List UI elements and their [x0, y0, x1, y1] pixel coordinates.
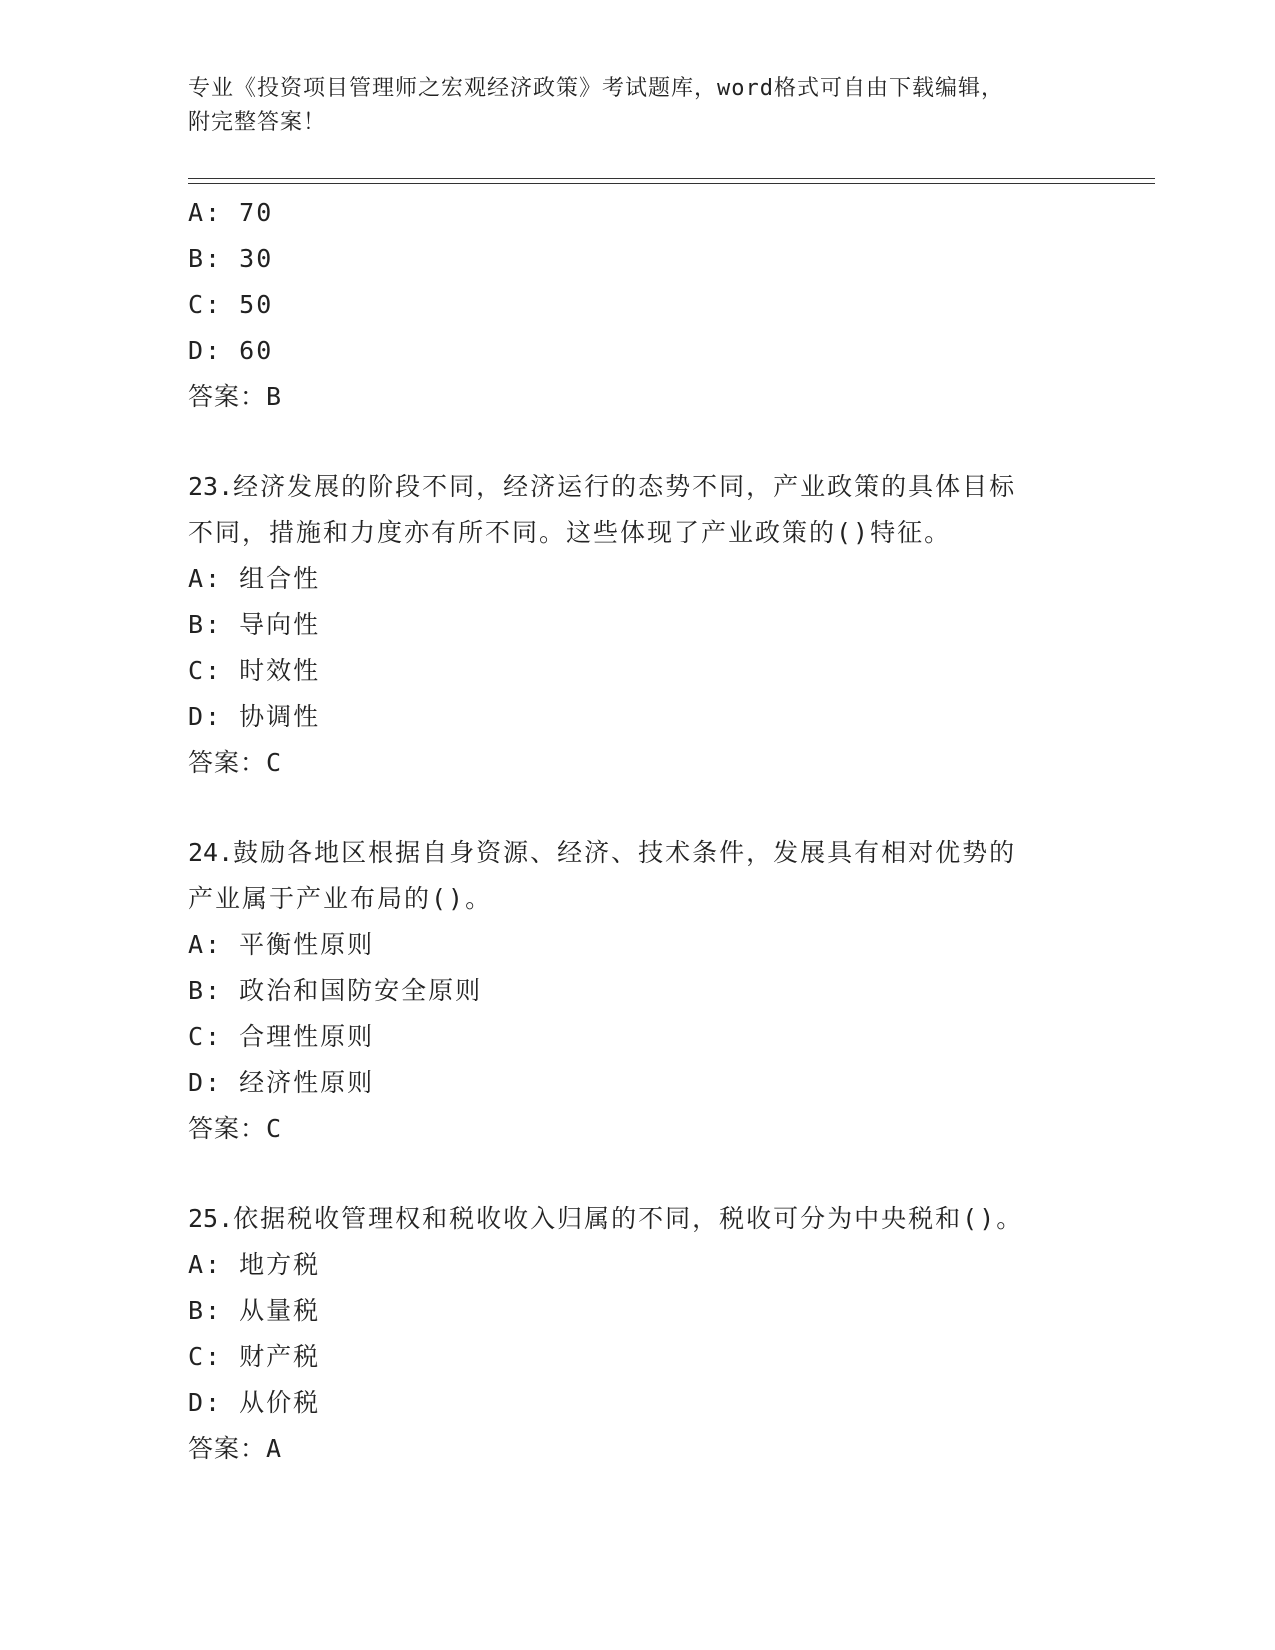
question-text [188, 830, 1088, 922]
question-block-24 [188, 830, 1088, 1152]
option-a: A: 地方税 [188, 1250, 321, 1279]
option-c: C: 财产税 [188, 1342, 321, 1371]
question-text-line-1: 依据税收管理权和税收收入归属的不同，税收可分为中央税和()。 [233, 1204, 1024, 1233]
header-divider-top [188, 178, 1155, 179]
question-text [188, 464, 1088, 556]
option-b: B: 导向性 [188, 610, 321, 639]
question-text [188, 1196, 1088, 1242]
option-b: B: 政治和国防安全原则 [188, 976, 483, 1005]
answer-line: 答案：B [188, 382, 283, 411]
option-c: C: 合理性原则 [188, 1022, 375, 1051]
question-block-23 [188, 464, 1088, 786]
option-d: D: 协调性 [188, 702, 321, 731]
answer-line: 答案：C [188, 1114, 283, 1143]
question-text-line-2: 不同，措施和力度亦有所不同。这些体现了产业政策的()特征。 [188, 518, 952, 547]
option-a: A: 70 [188, 198, 274, 227]
option-a: A: 平衡性原则 [188, 930, 375, 959]
header-divider-bottom [188, 183, 1155, 184]
question-number: 25. [188, 1204, 234, 1233]
prev-question-block [188, 190, 1088, 420]
question-text-line-1: 鼓励各地区根据自身资源、经济、技术条件，发展具有相对优势的 [233, 838, 1017, 867]
answer-line: 答案：A [188, 1434, 283, 1463]
option-d: D: 经济性原则 [188, 1068, 375, 1097]
option-b: B: 30 [188, 244, 274, 273]
answer-line: 答案：C [188, 748, 283, 777]
option-c: C: 50 [188, 290, 274, 319]
option-c: C: 时效性 [188, 656, 321, 685]
question-text-line-2: 产业属于产业布局的()。 [188, 884, 493, 913]
header-line-2: 附完整答案！ [188, 110, 327, 135]
question-text-line-1: 经济发展的阶段不同，经济运行的态势不同，产业政策的具体目标 [233, 472, 1017, 501]
option-b: B: 从量税 [188, 1296, 321, 1325]
question-block-25 [188, 1196, 1088, 1472]
document-header [188, 72, 1088, 140]
question-content [188, 190, 1088, 1472]
option-d: D: 60 [188, 336, 274, 365]
option-d: D: 从价税 [188, 1388, 321, 1417]
question-number: 23. [188, 472, 234, 501]
option-a: A: 组合性 [188, 564, 321, 593]
header-line-1: 专业《投资项目管理师之宏观经济政策》考试题库，word格式可自由下载编辑， [188, 76, 1004, 101]
question-number: 24. [188, 838, 234, 867]
